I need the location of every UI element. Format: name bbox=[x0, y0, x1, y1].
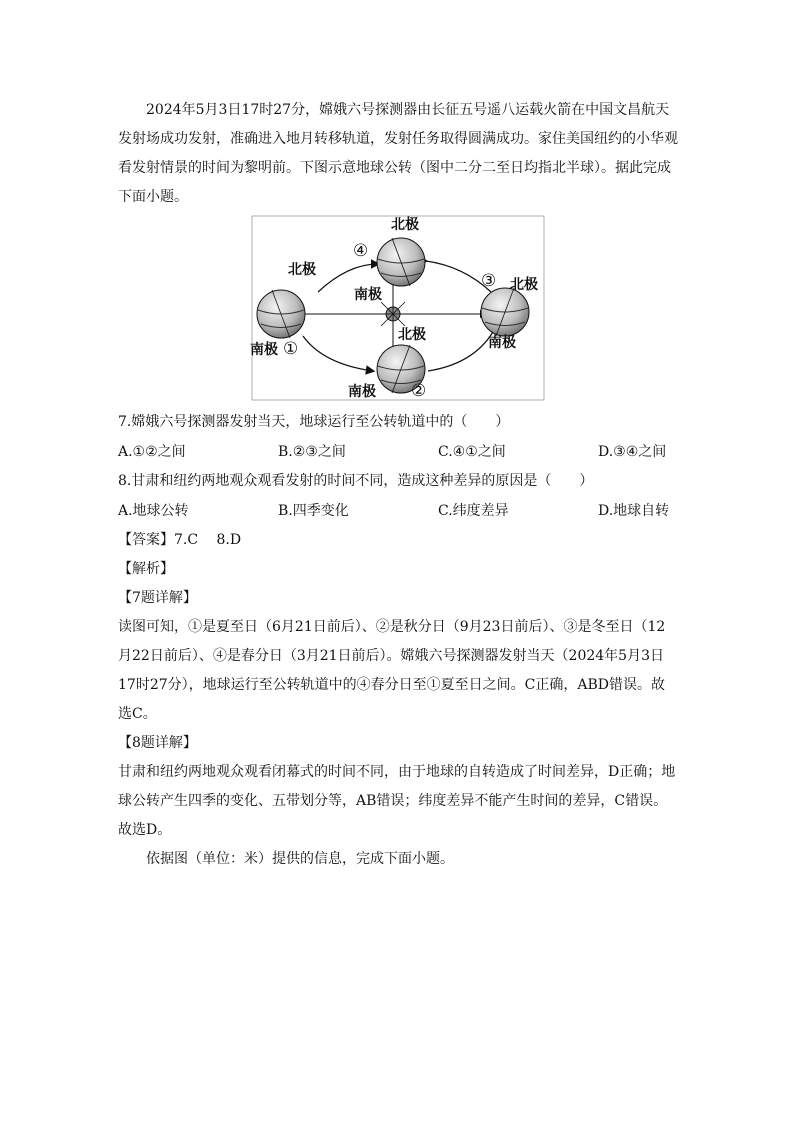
analysis-label: 【解析】 bbox=[118, 561, 174, 577]
marker-4: ④ bbox=[353, 241, 369, 261]
question-7-option-c[interactable]: C.④①之间 bbox=[438, 444, 506, 460]
orbit-arc-1-2 bbox=[303, 336, 373, 371]
document-page bbox=[118, 96, 678, 874]
question-8-option-c[interactable]: C.纬度差异 bbox=[438, 503, 509, 519]
question-8-detail-label: 【8题详解】 bbox=[118, 735, 197, 751]
question-8-options bbox=[118, 496, 678, 526]
question-7-detail-label: 【7题详解】 bbox=[118, 590, 197, 606]
north-pole-label-3: 北极 bbox=[510, 277, 538, 293]
question-7-option-b[interactable]: B.②③之间 bbox=[278, 444, 346, 460]
north-pole-label-2: 北极 bbox=[398, 327, 426, 343]
question-8-detail: 甘肃和纽约两地观众观看闭幕式的时间不同，由于地球的自转造成了时间差异，D正确；地球公转产生四季的变化、五带划分等，AB错误；纬度差异不能产生时间的差异，C错误。故选D。 bbox=[118, 764, 676, 838]
question-7-detail: 读图可知，①是夏至日（6月21日前后）、②是秋分日（9月23日前后）、③是冬至日（12月22日前后）、④是春分日（3月21日前后）。嫦娥六号探测器发射当天（2024年5月3日17时27分），地球运行至公转轨道中的④春分日至①夏至日之间。C正确，ABD错误。故选C。 bbox=[118, 619, 666, 722]
south-pole-label-4: 南极 bbox=[354, 287, 382, 303]
question-intro: 2024年5月3日17时27分，嫦娥六号探测器由长征五号遥八运载火箭在中国文昌航天发射场成功发射，准确进入地月转移轨道，发射任务取得圆满成功。家住美国纽约的小华观看发射情景的时间为黎明前。下图示意地球公转（图中二分二至日均指北半球）。据此完成下面小题。 bbox=[118, 102, 678, 205]
marker-3: ③ bbox=[481, 271, 497, 291]
orbit-arc-3-2 bbox=[428, 332, 493, 371]
question-8-stem: 8.甘肃和纽约两地观众观看发射的时间不同，造成这种差异的原因是（ ） bbox=[118, 473, 594, 489]
question-7-options bbox=[118, 437, 678, 467]
south-pole-label-1: 南极 bbox=[250, 342, 278, 358]
question-8-option-b[interactable]: B.四季变化 bbox=[278, 503, 349, 519]
answer-line: 【答案】7.C 8.D bbox=[118, 532, 242, 548]
next-question-intro: 依据图（单位：米）提供的信息，完成下面小题。 bbox=[146, 851, 454, 867]
south-pole-label-3: 南极 bbox=[488, 335, 516, 351]
question-7-option-a[interactable]: A.①②之间 bbox=[118, 444, 186, 460]
south-pole-label-2: 南极 bbox=[348, 384, 376, 400]
earth-position-1 bbox=[257, 290, 305, 338]
earth-position-4 bbox=[377, 238, 425, 286]
marker-2: ② bbox=[411, 381, 427, 401]
earth-position-3 bbox=[481, 288, 529, 336]
earth-revolution-diagram bbox=[248, 214, 548, 404]
north-pole-label-4: 北极 bbox=[391, 217, 419, 233]
question-7-stem: 7.嫦娥六号探测器发射当天，地球运行至公转轨道中的（ ） bbox=[118, 414, 510, 430]
question-8-option-d[interactable]: D.地球自转 bbox=[598, 503, 670, 519]
north-pole-label-1: 北极 bbox=[288, 262, 316, 278]
orbit-svg bbox=[248, 214, 548, 404]
question-8-option-a[interactable]: A.地球公转 bbox=[118, 503, 189, 519]
question-7-option-d[interactable]: D.③④之间 bbox=[598, 444, 667, 460]
sun-icon bbox=[378, 299, 408, 329]
marker-1: ① bbox=[283, 339, 299, 359]
